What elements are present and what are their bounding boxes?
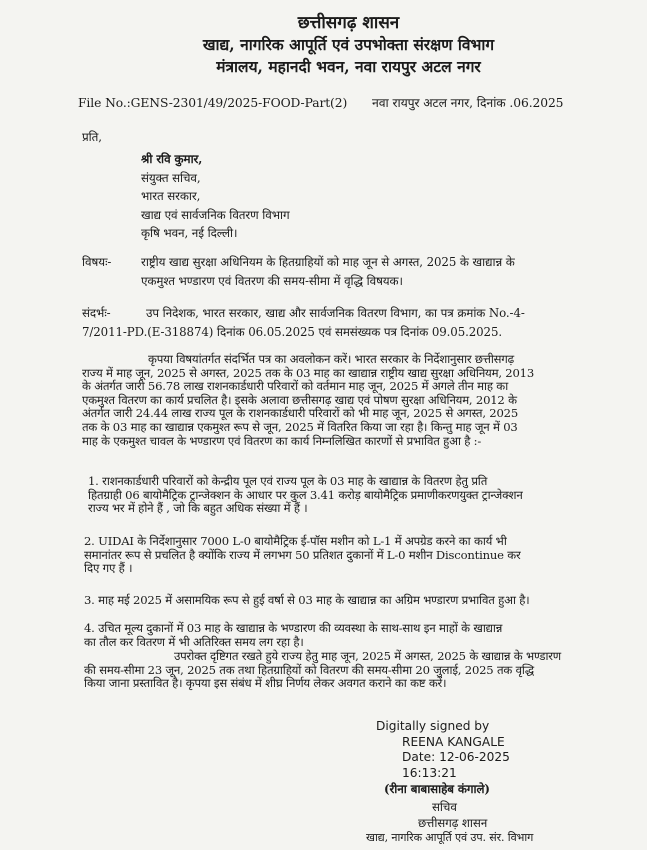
point-line: 2. UIDAI के निर्देशानुसार 7000 L-0 बायोमैट्रिक ई-पॉस मशीन को L-1 में अपग्रेड करने का कार्य भी	[84, 534, 507, 548]
addressee-line: संयुक्त सचिव,	[141, 171, 201, 185]
reference-line: 7/2011-PD.(E-318874) दिनांक 06.05.2025 एवं समसंख्यक पत्र दिनांक 09.05.2025.	[82, 325, 503, 339]
subject-line: राष्ट्रीय खाद्य सुरक्षा अधिनियम के हितग्राहियों को माह जून से अगस्त, 2025 के खाद्यान्न के	[141, 255, 515, 269]
point-line: हितग्राही 06 बायोमैट्रिक ट्रान्जेक्शन के आधार पर कुल 3.41 करोड़ बायोमैट्रिक प्रमाणीकरणयुक्त ट्रान्जेक्शन	[88, 487, 523, 502]
intro-line: राज्य में माह जून, 2025 से अगस्त, 2025 तक के 03 माह का खाद्यान्न राष्ट्रीय खाद्य सुरक्षा अधिनियम, 2013	[82, 365, 534, 380]
signatory-dept: खाद्य, नागरिक आपूर्ति एवं उप. संर. विभाग	[366, 831, 534, 844]
signature-line: REENA KANGALE	[402, 734, 505, 749]
point-line: दिए गए हैं ।	[84, 561, 133, 576]
intro-line: एकमुश्त वितरण का कार्य प्रचलित है। इसके अलावा छत्तीसगढ़ खाद्य एवं पोषण सुरक्षा अधिनियम, 2012 के	[82, 392, 517, 407]
department-title: खाद्य, नागरिक आपूर्ति एवं उपभोक्ता संरक्षण विभाग	[202, 35, 495, 54]
point-3	[84, 594, 529, 608]
signatory-org: छत्तीसगढ़ शासन	[418, 816, 488, 830]
intro-line: माह के एकमुश्त चावल के भण्डारण एवं वितरण का कार्य निम्नलिखित कारणों से प्रभावित हुआ है :-	[82, 433, 482, 448]
point-4	[84, 622, 502, 649]
point-line: समानांतर रूप से प्रचलित है क्योंकि राज्य में लगभग 50 प्रतिशत दुकानों में L-0 मशीन Discontinue कर	[84, 547, 521, 562]
point-line: 3. माह मई 2025 में असामयिक रूप से हुई वर्षा से 03 माह के खाद्यान्न का अग्रिम भण्डारण प्रभावित हुआ है।	[84, 593, 530, 607]
signatory-name: (रीना बाबासाहेब कंगाले)	[384, 782, 490, 796]
intro-line: तक के 03 माह का खाद्यान्न एकमुश्त रूप से जून, 2025 में वितरित किया जा रहा है। किन्तु माह जून में 03	[82, 419, 518, 434]
file-number: File No.:GENS-2301/49/2025-FOOD-Part(2)	[78, 96, 348, 110]
reference-label: संदर्भः-	[82, 306, 111, 320]
closing-line: की समय-सीमा 23 जून, 2025 तक तथा हितग्राहियों को वितरण की समय-सीमा 20 जुलाई, 2025 तक वृद्धि	[84, 662, 534, 677]
intro-paragraph	[82, 353, 534, 448]
intro-line: कृपया विषयांतर्गत संदर्भित पत्र का अवलोकन करें। भारत सरकार के निर्देशानुसार छत्तीसगढ़	[148, 352, 514, 366]
subject-label: विषयः-	[82, 255, 112, 269]
reference-line: उप निदेशक, भारत सरकार, खाद्य और सार्वजनिक वितरण विभाग, का पत्र क्रमांक No.-4-	[146, 306, 525, 320]
address-title: मंत्रालय, महानदी भवन, नवा रायपुर अटल नगर	[216, 57, 481, 76]
point-line: का तौल कर वितरण में भी अतिरिक्त समय लग रहा है।	[84, 634, 304, 649]
addressee-line: भारत सरकार,	[141, 189, 201, 203]
closing-line: उपरोक्त दृष्टिगत रखते हुये राज्य हेतु माह जून, 2025 में अगस्त, 2025 के खाद्यान्न के भण्डारण	[174, 649, 561, 663]
signatory-designation: सचिव	[432, 800, 457, 814]
point-2	[84, 535, 521, 576]
point-line: 4. उचित मूल्य दुकानों में 03 माह के खाद्यान्न के भण्डारण की व्यवस्था के साथ-साथ इन माहों के खाद्यान्न	[84, 621, 503, 635]
closing-line: किया जाना प्रस्तावित है। कृपया इस संबंध में शीघ्र निर्णय लेकर अवगत कराने का कष्ट करें।	[84, 676, 447, 691]
signature-line: Digitally signed by	[376, 719, 490, 733]
point-line: राज्य भर में होने हैं , जो कि बहुत अधिक संख्या में हैं ।	[88, 501, 308, 516]
digital-signature	[376, 719, 510, 781]
signature-line: 16:13:21	[402, 765, 457, 780]
place-date: नवा रायपुर अटल नगर, दिनांक .06.2025	[372, 96, 564, 110]
addressee-name: श्री रवि कुमार,	[141, 152, 203, 166]
addressee-line: खाद्य एवं सार्वजनिक वितरण विभाग	[141, 208, 290, 222]
closing-paragraph	[84, 650, 561, 691]
govt-title: छत्तीसगढ़ शासन	[297, 13, 400, 33]
addressee-line: कृषि भवन, नई दिल्ली।	[141, 226, 238, 240]
point-1	[88, 475, 523, 516]
subject-line: एकमुश्त भण्डारण एवं वितरण की समय-सीमा में वृद्धि विषयक।	[141, 274, 403, 288]
intro-line: के अंतर्गत जारी 56.78 लाख राशनकार्डधारी परिवारों को वर्तमान माह जून, 2025 में अगले तीन माह का	[82, 379, 509, 394]
intro-line: अंतर्गत जारी 24.44 लाख राज्य पूल के राशनकार्डधारी परिवारों को भी माह जून, 2025 से अगस्त, 2025	[82, 406, 518, 421]
signature-line: Date: 12-06-2025	[402, 750, 510, 764]
prati-label: प्रति,	[82, 130, 102, 144]
point-line: 1. राशनकार्डधारी परिवारों को केन्द्रीय पूल एवं राज्य पूल के 03 माह के खाद्यान्न के वितरण हेतु प्रति	[88, 474, 488, 488]
